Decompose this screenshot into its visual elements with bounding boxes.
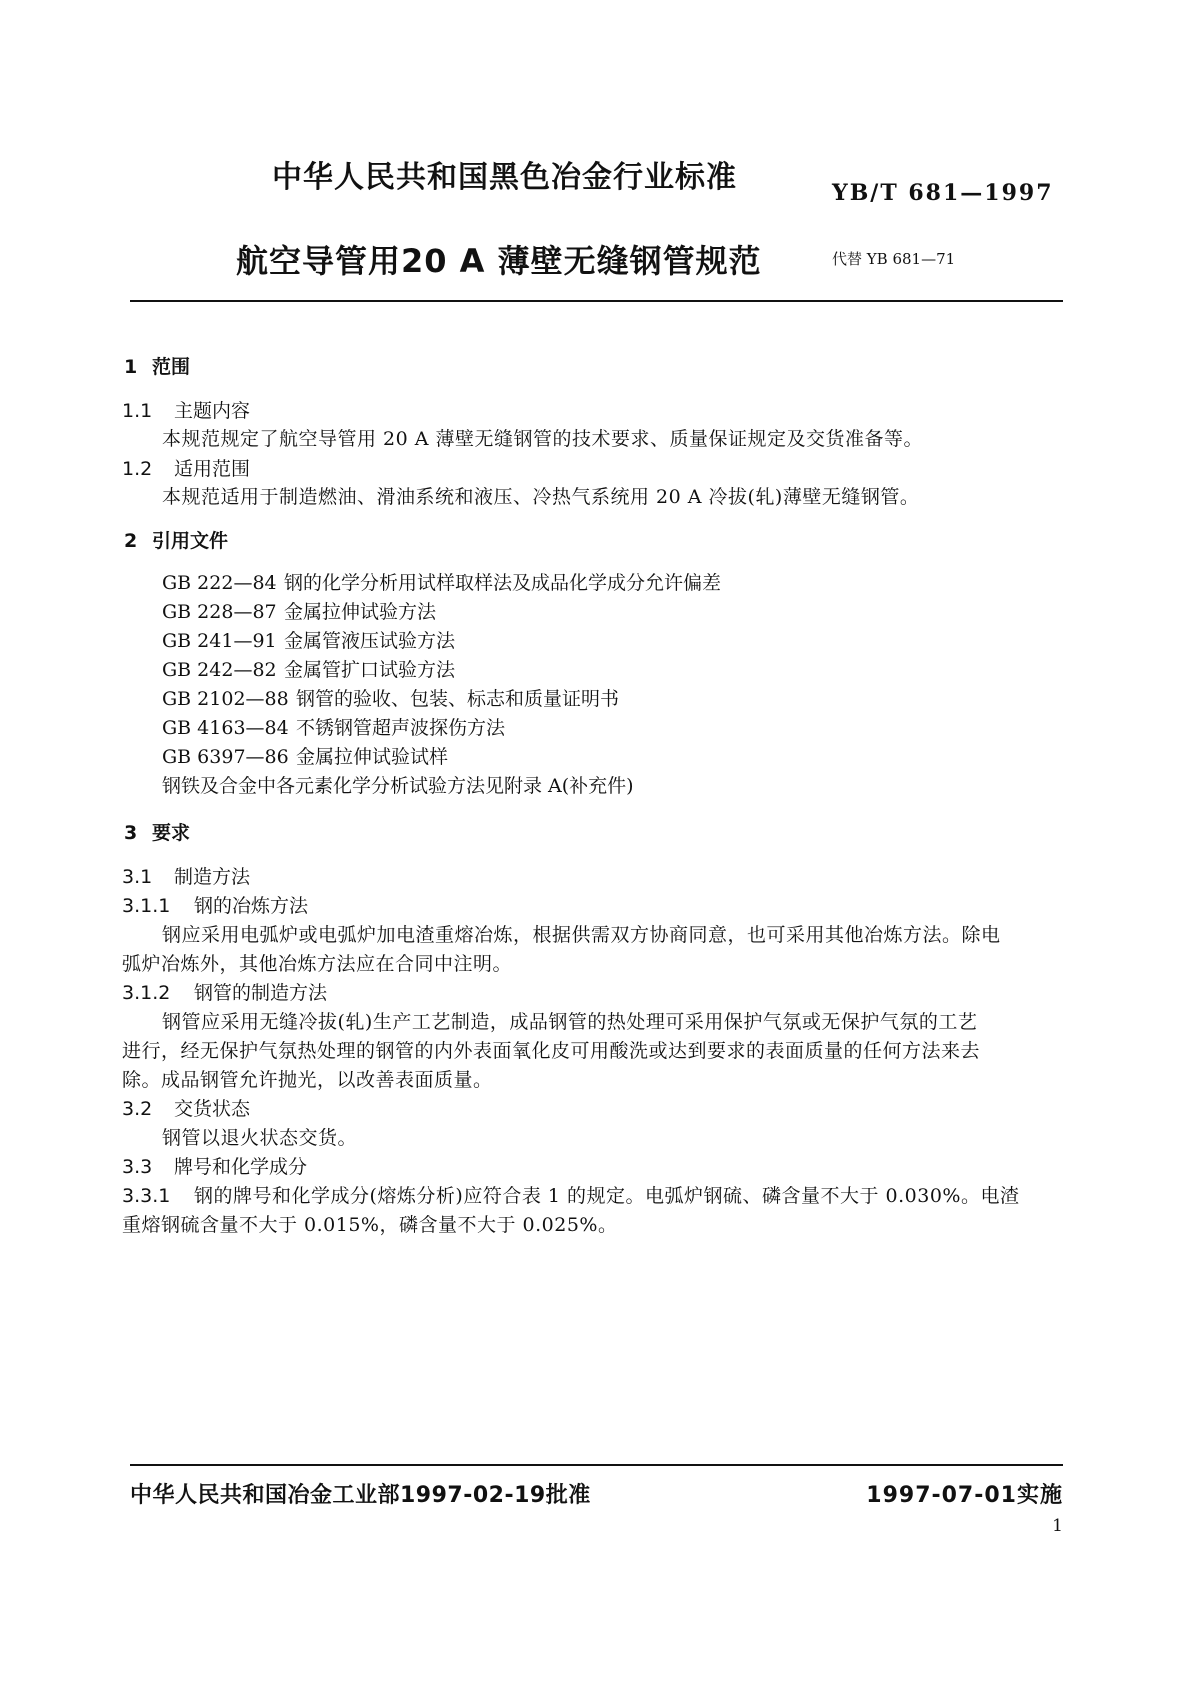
section-1-2-title: 适用范围 <box>174 458 251 480</box>
reference-title: 金属拉伸试验试样 <box>296 746 449 768</box>
reference-title: 金属拉伸试验方法 <box>284 601 437 623</box>
section-3-1-2-text-line: 进行，经无保护气氛热处理的钢管的内外表面氧化皮可用酸洗或达到要求的表面质量的任何方法来去 <box>122 1040 981 1062</box>
reference-code: GB 2102—88 <box>162 688 289 710</box>
reference-code: GB 228—87 <box>162 601 277 623</box>
approval-line: 中华人民共和国冶金工业部1997-02-19批准 <box>130 1483 591 1508</box>
section-3-1-number: 3.1 <box>122 866 153 888</box>
reference-title: 钢的化学分析用试样取样法及成品化学成分允许偏差 <box>284 572 722 594</box>
section-3-3-1-number: 3.3.1 <box>122 1185 171 1207</box>
section-3-1-1-title: 钢的冶炼方法 <box>194 895 309 917</box>
reference-title: 钢管的验收、包装、标志和质量证明书 <box>296 688 620 710</box>
reference-code: GB 4163—84 <box>162 717 289 739</box>
section-3-1-1-text-line: 弧炉冶炼外，其他冶炼方法应在合同中注明。 <box>122 953 513 975</box>
effective-date: 1997-07-01实施 <box>866 1483 1063 1508</box>
section-3-3-title: 牌号和化学成分 <box>174 1156 308 1178</box>
section-3-2-title: 交货状态 <box>174 1098 251 1120</box>
section-3-title: 要求 <box>152 822 191 844</box>
section-3-number: 3 <box>124 822 138 844</box>
section-1-number: 1 <box>124 356 138 378</box>
section-3-3-1-text-line: 重熔钢硫含量不大于 0.015%，磷含量不大于 0.025%。 <box>122 1214 618 1236</box>
section-1-1-text: 本规范规定了航空导管用 20 A 薄壁无缝钢管的技术要求、质量保证规定及交货准备等。 <box>162 428 924 450</box>
section-3-1-2-text-line: 钢管应采用无缝冷拔(轧)生产工艺制造，成品钢管的热处理可采用保护气氛或无保护气氛的工艺 <box>162 1011 978 1033</box>
page-number: 1 <box>1052 1516 1063 1536</box>
section-3-1-2-text-line: 除。成品钢管允许抛光，以改善表面质量。 <box>122 1069 493 1091</box>
section-1-2-number: 1.2 <box>122 458 153 480</box>
section-3-2-text: 钢管以退火状态交货。 <box>162 1127 358 1149</box>
section-3-1-1-number: 3.1.1 <box>122 895 171 917</box>
section-1-1-title: 主题内容 <box>174 400 251 422</box>
header-divider <box>130 300 1063 302</box>
footer-divider <box>130 1464 1063 1466</box>
section-3-1-1-text-line: 钢应采用电弧炉或电弧炉加电渣重熔冶炼，根据供需双方协商同意，也可采用其他冶炼方法。除电 <box>162 924 1001 946</box>
reference-title: 不锈钢管超声波探伤方法 <box>296 717 506 739</box>
reference-code: GB 242—82 <box>162 659 277 681</box>
section-3-3-1-text-line: 钢的牌号和化学成分(熔炼分析)应符合表 1 的规定。电弧炉钢硫、磷含量不大于 0.030%。电渣 <box>194 1185 1020 1207</box>
section-1-title: 范围 <box>152 356 191 378</box>
issuing-organization: 中华人民共和国黑色冶金行业标准 <box>272 160 737 195</box>
section-3-2-number: 3.2 <box>122 1098 153 1120</box>
reference-title: 金属管液压试验方法 <box>284 630 456 652</box>
references-note: 钢铁及合金中各元素化学分析试验方法见附录 A(补充件) <box>162 775 634 797</box>
section-3-3-number: 3.3 <box>122 1156 153 1178</box>
section-1-2-text: 本规范适用于制造燃油、滑油系统和液压、冷热气系统用 20 A 冷拔(轧)薄壁无缝钢管。 <box>162 486 920 508</box>
replaces-standard: 代替 YB 681—71 <box>832 250 956 268</box>
section-2-number: 2 <box>124 530 138 552</box>
reference-code: GB 241—91 <box>162 630 277 652</box>
standard-code: YB/T 681—1997 <box>832 180 1054 206</box>
section-1-1-number: 1.1 <box>122 400 153 422</box>
section-3-1-2-title: 钢管的制造方法 <box>194 982 328 1004</box>
reference-code: GB 6397—86 <box>162 746 289 768</box>
reference-title: 金属管扩口试验方法 <box>284 659 456 681</box>
reference-code: GB 222—84 <box>162 572 277 594</box>
section-2-title: 引用文件 <box>152 530 229 552</box>
section-3-1-title: 制造方法 <box>174 866 251 888</box>
section-3-1-2-number: 3.1.2 <box>122 982 171 1004</box>
document-title: 航空导管用20 A 薄壁无缝钢管规范 <box>236 242 762 280</box>
